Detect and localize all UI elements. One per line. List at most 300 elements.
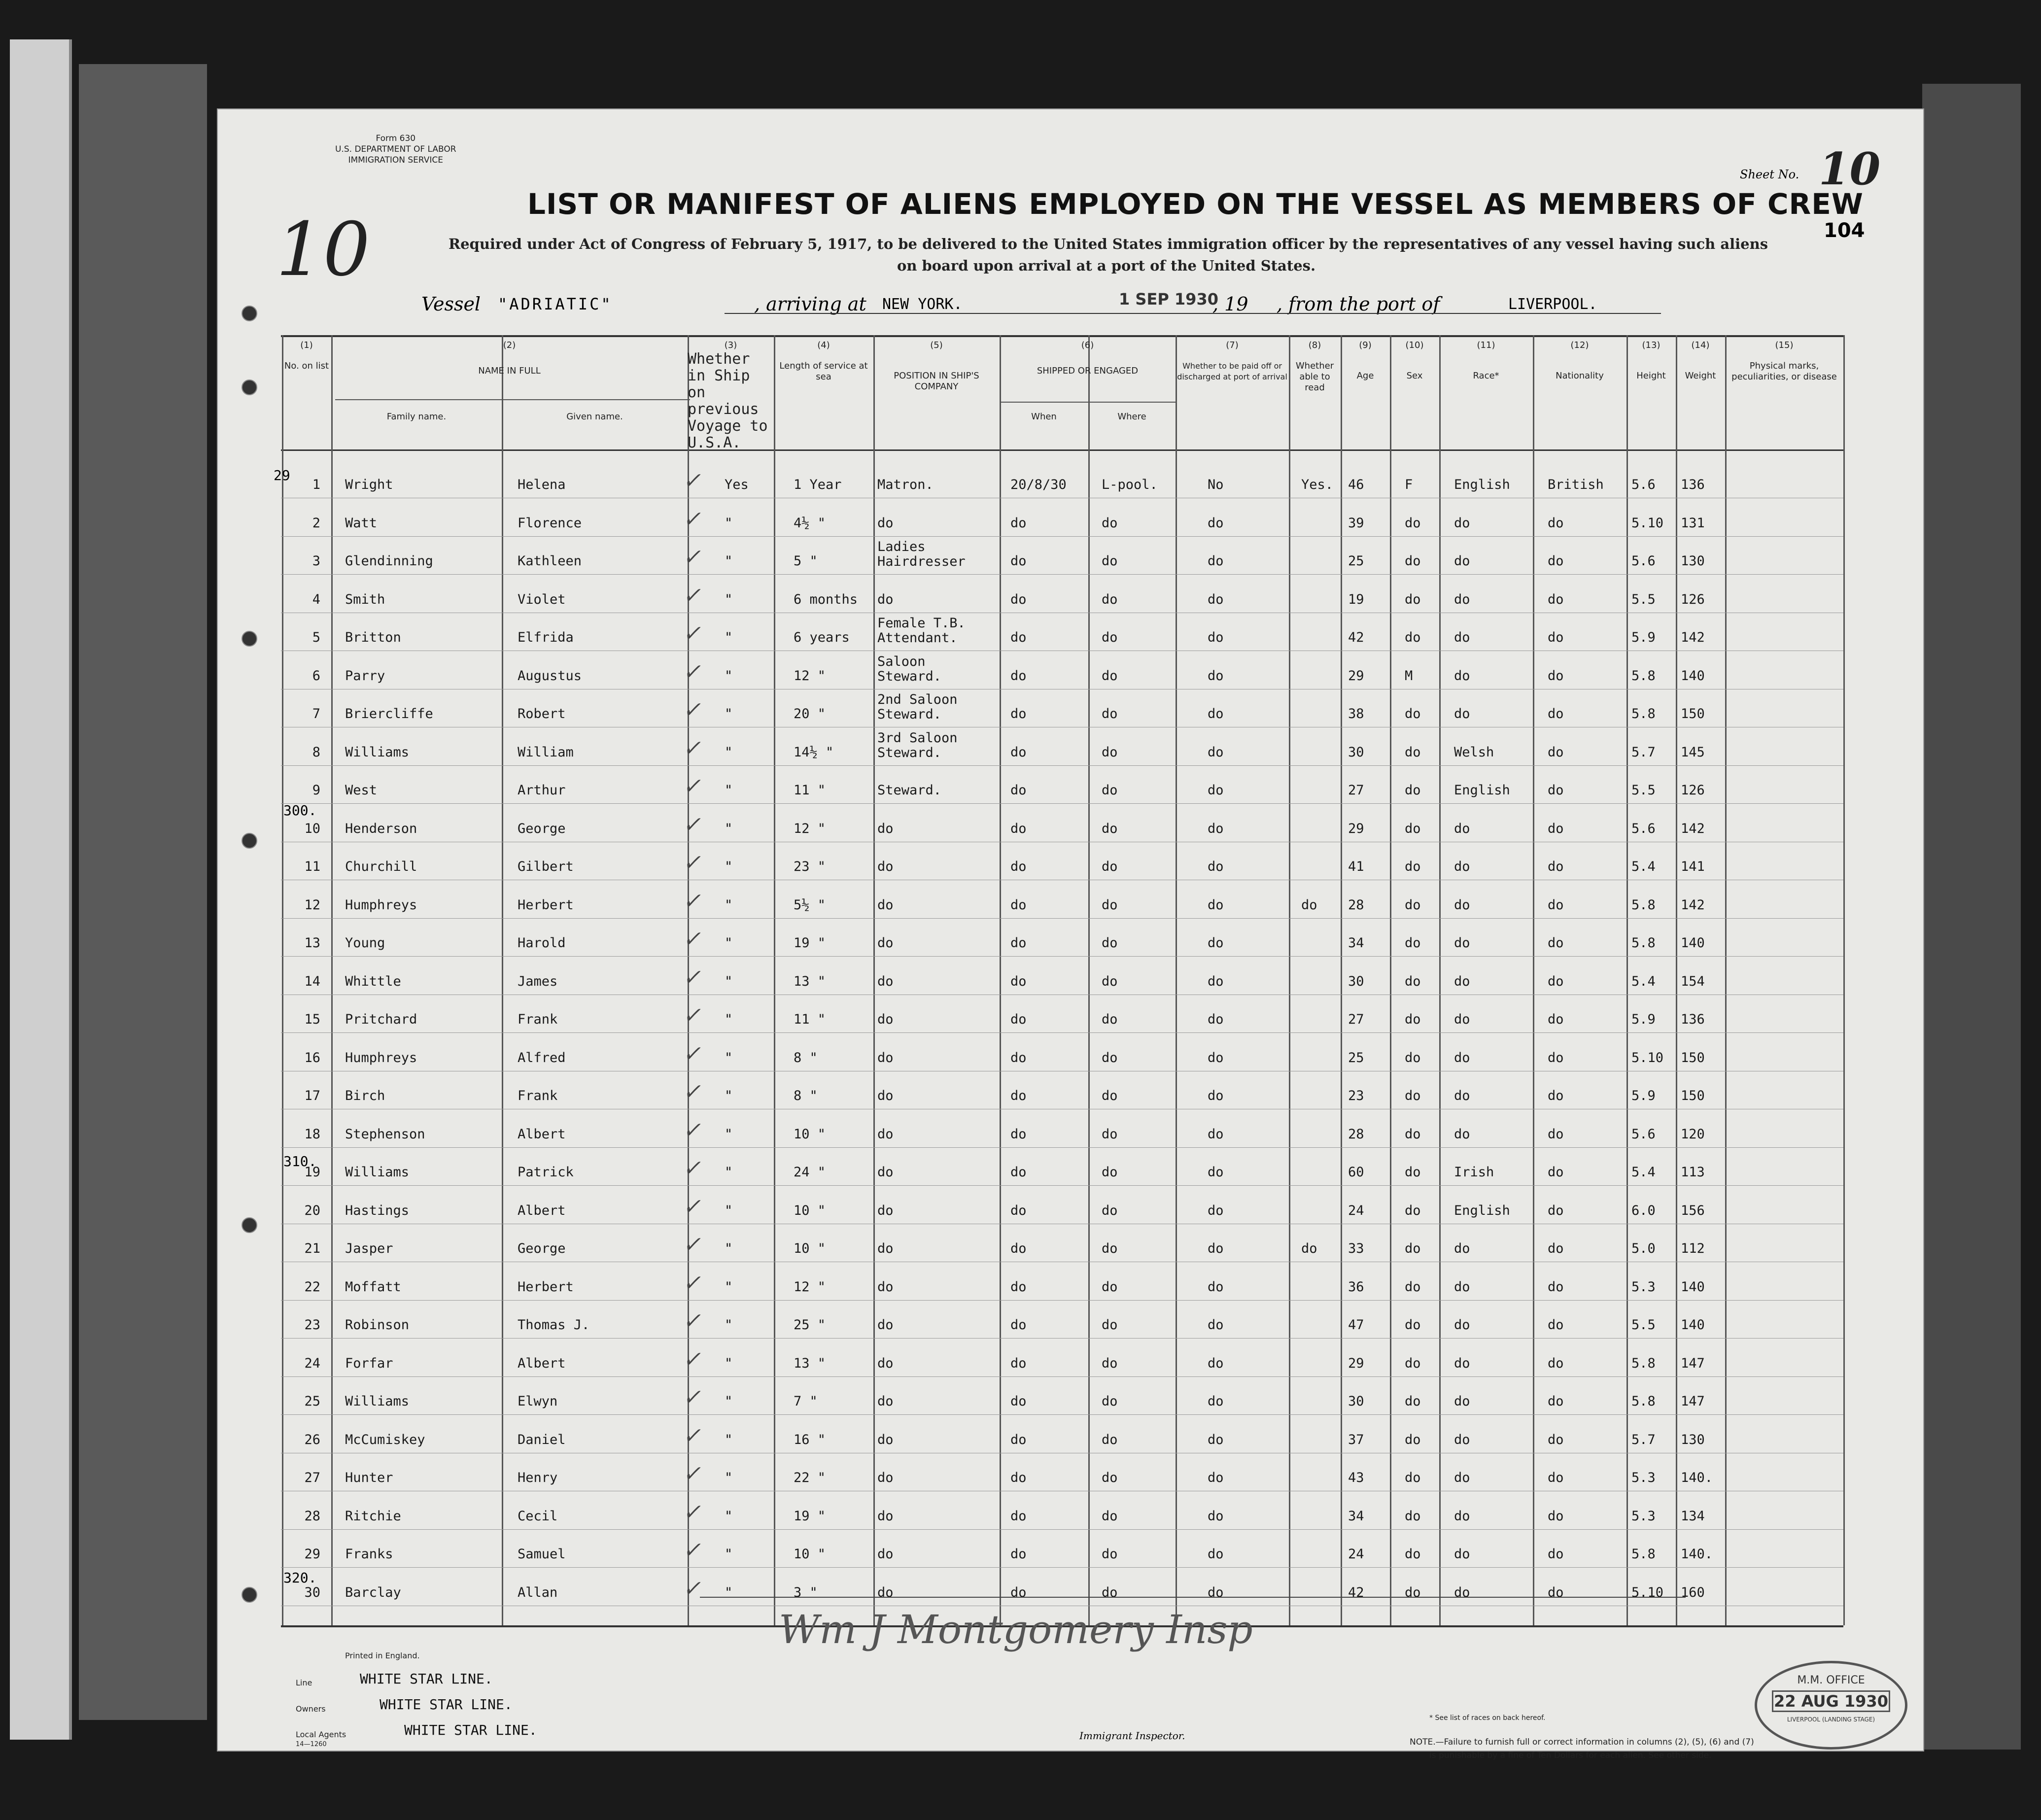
cell-shipped-when: do bbox=[1010, 1508, 1027, 1524]
cell-given-name: George bbox=[518, 1241, 566, 1256]
cell-nationality: do bbox=[1548, 1050, 1564, 1065]
right-page-edge bbox=[1922, 84, 2021, 1750]
inspector-label: Immigrant Inspector. bbox=[1079, 1730, 1185, 1742]
cell-shipped-where: L-pool. bbox=[1102, 477, 1158, 492]
cell-age: 19 bbox=[1348, 591, 1364, 607]
cell-weight: 150 bbox=[1681, 706, 1705, 721]
cell-nationality: do bbox=[1548, 821, 1564, 836]
col-name-header: (2) NAME IN FULL bbox=[478, 340, 541, 376]
cell-service-length: 16 " bbox=[794, 1432, 826, 1447]
sheet-number-label: Sheet No. bbox=[1740, 168, 1799, 181]
cell-shipped-where: do bbox=[1102, 859, 1118, 874]
cell-row-number: 14 bbox=[304, 973, 320, 989]
punch-hole bbox=[242, 379, 257, 395]
check-mark-icon: ✓ bbox=[683, 1538, 701, 1563]
cell-sex: F bbox=[1405, 477, 1413, 492]
cell-service-length: 10 " bbox=[794, 1241, 826, 1256]
row-rule bbox=[281, 918, 1843, 919]
cell-paid-off: do bbox=[1208, 1317, 1224, 1333]
cell-race: do bbox=[1454, 1355, 1470, 1371]
cell-height: 5.9 bbox=[1631, 630, 1656, 645]
cell-shipped-when: do bbox=[1010, 1546, 1027, 1562]
cell-position: do bbox=[877, 591, 894, 607]
cell-family-name: Churchill bbox=[345, 859, 417, 874]
cell-family-name: Young bbox=[345, 935, 385, 951]
cell-height: 5.9 bbox=[1631, 1088, 1656, 1103]
cell-race: do bbox=[1454, 935, 1470, 951]
cell-able-to-read: do bbox=[1301, 897, 1317, 913]
arriving-label: , arriving at bbox=[754, 293, 866, 315]
cell-race: do bbox=[1454, 1470, 1470, 1485]
cell-shipped-where: do bbox=[1102, 1394, 1118, 1409]
punch-hole bbox=[242, 1587, 257, 1603]
cell-previous-voyage: " bbox=[725, 553, 733, 569]
cell-given-name: Helena bbox=[518, 477, 566, 492]
check-mark-icon: ✓ bbox=[683, 1117, 701, 1143]
cell-age: 28 bbox=[1348, 897, 1364, 913]
cell-row-number: 22 bbox=[304, 1279, 320, 1295]
cell-weight: 154 bbox=[1681, 973, 1705, 989]
cell-age: 27 bbox=[1348, 783, 1364, 798]
check-mark-icon: ✓ bbox=[683, 964, 701, 990]
col-position-header: (5) POSITION IN SHIP'S COMPANY bbox=[894, 340, 979, 392]
cell-nationality: do bbox=[1548, 1126, 1564, 1142]
cell-sex: do bbox=[1405, 1050, 1421, 1065]
cell-given-name: Robert bbox=[518, 706, 566, 721]
cell-height: 5.7 bbox=[1631, 1432, 1656, 1447]
cell-nationality: do bbox=[1548, 1470, 1564, 1485]
cell-sex: do bbox=[1405, 1012, 1421, 1027]
cell-height: 5.6 bbox=[1631, 553, 1656, 569]
cell-service-length: 19 " bbox=[794, 935, 826, 951]
cell-shipped-where: do bbox=[1102, 1202, 1118, 1218]
row-rule bbox=[281, 574, 1843, 575]
owners-label: Owners bbox=[296, 1704, 326, 1714]
bottom-rule bbox=[700, 1597, 1686, 1598]
cell-weight: 131 bbox=[1681, 515, 1705, 531]
cell-given-name: Frank bbox=[518, 1012, 558, 1027]
cell-shipped-where: do bbox=[1102, 1584, 1118, 1600]
cell-race: do bbox=[1454, 1050, 1470, 1065]
cell-sex: do bbox=[1405, 1355, 1421, 1371]
cell-position: do bbox=[877, 1546, 894, 1562]
cell-row-number: 16 bbox=[304, 1050, 320, 1065]
cell-previous-voyage: " bbox=[725, 1432, 733, 1447]
cell-row-number: 6 bbox=[312, 668, 320, 684]
handwritten-sheet-number: 10 bbox=[276, 207, 370, 293]
cell-age: 30 bbox=[1348, 744, 1364, 760]
act-subtitle: Required under Act of Congress of February 5, 1917, to be delivered to the United States immigration officer by the representatives of any vessel having such aliens bbox=[449, 236, 1768, 252]
cell-service-length: 11 " bbox=[794, 783, 826, 798]
cell-previous-voyage: " bbox=[725, 1584, 733, 1600]
cell-race: do bbox=[1454, 821, 1470, 836]
cell-weight: 150 bbox=[1681, 1088, 1705, 1103]
cell-previous-voyage: " bbox=[725, 821, 733, 836]
page-title: LIST OR MANIFEST OF ALIENS EMPLOYED ON THE VESSEL AS MEMBERS OF CREW bbox=[527, 187, 1864, 221]
cell-row-number: 26 bbox=[304, 1432, 320, 1447]
cell-row-number: 27 bbox=[304, 1470, 320, 1485]
cell-service-length: 22 " bbox=[794, 1470, 826, 1485]
cell-nationality: do bbox=[1548, 1088, 1564, 1103]
punch-hole bbox=[242, 1217, 257, 1233]
cell-race: do bbox=[1454, 1241, 1470, 1256]
cell-previous-voyage: " bbox=[725, 1394, 733, 1409]
cell-shipped-where: do bbox=[1102, 973, 1118, 989]
cell-race: do bbox=[1454, 859, 1470, 874]
cell-age: 42 bbox=[1348, 1584, 1364, 1600]
col-no-header: (1) No. on list bbox=[284, 340, 329, 371]
cell-shipped-where: do bbox=[1102, 1165, 1118, 1180]
cell-height: 5.4 bbox=[1631, 859, 1656, 874]
cell-race: Welsh bbox=[1454, 744, 1494, 760]
col-weight-header: (14) Weight bbox=[1685, 340, 1716, 381]
cell-previous-voyage: " bbox=[725, 668, 733, 684]
cell-age: 33 bbox=[1348, 1241, 1364, 1256]
cell-weight: 113 bbox=[1681, 1165, 1705, 1180]
cell-previous-voyage: " bbox=[725, 1546, 733, 1562]
cell-shipped-when: do bbox=[1010, 859, 1027, 874]
cell-height: 5.10 bbox=[1631, 1050, 1664, 1065]
cell-nationality: do bbox=[1548, 706, 1564, 721]
cell-weight: 136 bbox=[1681, 1012, 1705, 1027]
check-mark-icon: ✓ bbox=[683, 1194, 701, 1219]
cell-position: do bbox=[877, 1050, 894, 1065]
arrival-date-stamp: 1 SEP 1930 bbox=[1119, 290, 1218, 309]
cell-row-number: 21 bbox=[304, 1241, 320, 1256]
col-read-header: (8) Whether able to read bbox=[1295, 340, 1334, 393]
cell-sex: do bbox=[1405, 859, 1421, 874]
cell-weight: 140 bbox=[1681, 668, 1705, 684]
cell-family-name: Williams bbox=[345, 744, 410, 760]
cell-previous-voyage: " bbox=[725, 1012, 733, 1027]
cell-shipped-where: do bbox=[1102, 668, 1118, 684]
cell-race: English bbox=[1454, 783, 1510, 798]
cell-weight: 145 bbox=[1681, 744, 1705, 760]
cell-age: 38 bbox=[1348, 706, 1364, 721]
cell-weight: 142 bbox=[1681, 897, 1705, 913]
line-value: WHITE STAR LINE. bbox=[360, 1671, 493, 1687]
margin-tally: 320. bbox=[283, 1570, 317, 1586]
cell-service-length: 12 " bbox=[794, 1279, 826, 1295]
cell-race: do bbox=[1454, 1126, 1470, 1142]
cell-sex: M bbox=[1405, 668, 1413, 684]
cell-shipped-when: do bbox=[1010, 1394, 1027, 1409]
cell-nationality: do bbox=[1548, 515, 1564, 531]
cell-position: 2nd Saloon Steward. bbox=[877, 692, 958, 722]
cell-race: English bbox=[1454, 1202, 1510, 1218]
cell-service-length: 10 " bbox=[794, 1202, 826, 1218]
cell-shipped-where: do bbox=[1102, 897, 1118, 913]
cell-service-length: 20 " bbox=[794, 706, 826, 721]
cell-position: do bbox=[877, 973, 894, 989]
cell-weight: 140. bbox=[1681, 1546, 1713, 1562]
cell-paid-off: do bbox=[1208, 859, 1224, 874]
cell-age: 37 bbox=[1348, 1432, 1364, 1447]
departure-port: LIVERPOOL. bbox=[1508, 296, 1597, 313]
cell-previous-voyage: " bbox=[725, 1241, 733, 1256]
cell-age: 39 bbox=[1348, 515, 1364, 531]
cell-previous-voyage: " bbox=[725, 1279, 733, 1295]
owners-value: WHITE STAR LINE. bbox=[380, 1696, 513, 1713]
cell-sex: do bbox=[1405, 1470, 1421, 1485]
cell-position: Saloon Steward. bbox=[877, 653, 942, 684]
stamped-number: 104 bbox=[1824, 219, 1865, 242]
cell-paid-off: do bbox=[1208, 1394, 1224, 1409]
col-where-header: Where bbox=[1117, 412, 1146, 422]
cell-height: 5.3 bbox=[1631, 1508, 1656, 1524]
cell-previous-voyage: " bbox=[725, 859, 733, 874]
cell-position: do bbox=[877, 1202, 894, 1218]
col-given-name-header: Given name. bbox=[566, 412, 623, 422]
cell-shipped-when: do bbox=[1010, 935, 1027, 951]
row-rule bbox=[281, 1338, 1843, 1339]
cell-race: do bbox=[1454, 1012, 1470, 1027]
cell-row-number: 18 bbox=[304, 1126, 320, 1142]
cell-height: 5.8 bbox=[1631, 897, 1656, 913]
check-mark-icon: ✓ bbox=[683, 1156, 701, 1181]
cell-weight: 140 bbox=[1681, 935, 1705, 951]
cell-position: do bbox=[877, 515, 894, 531]
col-physical-marks-header: (15) Physical marks, peculiarities, or disease bbox=[1731, 340, 1837, 382]
cell-shipped-where: do bbox=[1102, 1012, 1118, 1027]
cell-nationality: do bbox=[1548, 1165, 1564, 1180]
cell-shipped-where: do bbox=[1102, 1050, 1118, 1065]
cell-age: 41 bbox=[1348, 859, 1364, 874]
cell-service-length: 7 " bbox=[794, 1394, 818, 1409]
cell-paid-off: do bbox=[1208, 1279, 1224, 1295]
cell-height: 5.3 bbox=[1631, 1279, 1656, 1295]
col-nationality-header: (12) Nationality bbox=[1556, 340, 1604, 381]
cell-family-name: Stephenson bbox=[345, 1126, 425, 1142]
cell-weight: 140 bbox=[1681, 1279, 1705, 1295]
cell-position: do bbox=[877, 1508, 894, 1524]
cell-nationality: do bbox=[1548, 1508, 1564, 1524]
cell-service-length: 8 " bbox=[794, 1050, 818, 1065]
cell-position: Matron. bbox=[877, 477, 934, 492]
races-note: * See list of races on back hereof. bbox=[1429, 1714, 1546, 1722]
cell-age: 30 bbox=[1348, 1394, 1364, 1409]
cell-race: do bbox=[1454, 630, 1470, 645]
cell-weight: 112 bbox=[1681, 1241, 1705, 1256]
cell-given-name: Allan bbox=[518, 1584, 558, 1600]
cell-shipped-where: do bbox=[1102, 744, 1118, 760]
check-mark-icon: ✓ bbox=[683, 621, 701, 646]
cell-sex: do bbox=[1405, 897, 1421, 913]
col-when-header: When bbox=[1031, 412, 1057, 422]
cell-position: do bbox=[877, 821, 894, 836]
cell-nationality: do bbox=[1548, 859, 1564, 874]
cell-height: 5.0 bbox=[1631, 1241, 1656, 1256]
cell-height: 5.8 bbox=[1631, 706, 1656, 721]
cell-previous-voyage: " bbox=[725, 1165, 733, 1180]
cell-paid-off: do bbox=[1208, 668, 1224, 684]
cell-nationality: do bbox=[1548, 1241, 1564, 1256]
cell-shipped-when: do bbox=[1010, 1241, 1027, 1256]
left-page-stack bbox=[10, 39, 72, 1740]
cell-previous-voyage: " bbox=[725, 1470, 733, 1485]
punch-hole bbox=[242, 306, 257, 321]
cell-nationality: do bbox=[1548, 935, 1564, 951]
row-rule bbox=[281, 1032, 1843, 1033]
cell-shipped-where: do bbox=[1102, 1317, 1118, 1333]
cell-able-to-read: do bbox=[1301, 1241, 1317, 1256]
cell-sex: do bbox=[1405, 1508, 1421, 1524]
cell-paid-off: do bbox=[1208, 1241, 1224, 1256]
cell-family-name: Moffatt bbox=[345, 1279, 401, 1295]
cell-previous-voyage: Yes bbox=[725, 477, 749, 492]
cell-service-length: 5½ " bbox=[794, 897, 826, 913]
cell-position: do bbox=[877, 859, 894, 874]
cell-family-name: Parry bbox=[345, 668, 385, 684]
cell-height: 5.6 bbox=[1631, 821, 1656, 836]
cell-paid-off: do bbox=[1208, 1508, 1224, 1524]
cell-sex: do bbox=[1405, 1241, 1421, 1256]
cell-weight: 147 bbox=[1681, 1355, 1705, 1371]
cell-given-name: Violet bbox=[518, 591, 566, 607]
check-mark-icon: ✓ bbox=[683, 506, 701, 532]
cell-paid-off: do bbox=[1208, 1050, 1224, 1065]
cell-sex: do bbox=[1405, 515, 1421, 531]
vessel-label: Vessel bbox=[421, 293, 481, 315]
cell-sex: do bbox=[1405, 1546, 1421, 1562]
cell-shipped-when: do bbox=[1010, 1355, 1027, 1371]
line-label: Line bbox=[296, 1678, 312, 1687]
cell-shipped-when: do bbox=[1010, 668, 1027, 684]
vessel-name: "ADRIATIC" bbox=[498, 295, 613, 313]
cell-row-number: 9 bbox=[312, 783, 320, 798]
cell-height: 5.5 bbox=[1631, 1317, 1656, 1333]
cell-row-number: 13 bbox=[304, 935, 320, 951]
col-paid-off-header: (7) Whether to be paid off or discharged at port of arrival bbox=[1177, 340, 1287, 381]
cell-paid-off: do bbox=[1208, 1546, 1224, 1562]
cell-shipped-where: do bbox=[1102, 515, 1118, 531]
col-race-header: (11) Race* bbox=[1473, 340, 1499, 381]
cell-shipped-when: do bbox=[1010, 821, 1027, 836]
cell-service-length: 6 years bbox=[794, 630, 850, 645]
cell-weight: 126 bbox=[1681, 783, 1705, 798]
check-mark-icon: ✓ bbox=[683, 1079, 701, 1104]
cell-sex: do bbox=[1405, 591, 1421, 607]
cell-service-length: 11 " bbox=[794, 1012, 826, 1027]
cell-shipped-where: do bbox=[1102, 935, 1118, 951]
cell-nationality: do bbox=[1548, 630, 1564, 645]
cell-shipped-when: do bbox=[1010, 897, 1027, 913]
cell-sex: do bbox=[1405, 553, 1421, 569]
cell-weight: 142 bbox=[1681, 821, 1705, 836]
cell-given-name: Albert bbox=[518, 1202, 566, 1218]
cell-shipped-where: do bbox=[1102, 1470, 1118, 1485]
cell-family-name: Watt bbox=[345, 515, 378, 531]
cell-shipped-when: do bbox=[1010, 783, 1027, 798]
cell-age: 36 bbox=[1348, 1279, 1364, 1295]
row-rule bbox=[281, 1414, 1843, 1415]
cell-nationality: do bbox=[1548, 1432, 1564, 1447]
cell-age: 25 bbox=[1348, 1050, 1364, 1065]
cell-given-name: Kathleen bbox=[518, 553, 582, 569]
margin-tally: 310. bbox=[283, 1153, 317, 1169]
col-family-name-header: Family name. bbox=[386, 412, 447, 422]
cell-sex: do bbox=[1405, 1394, 1421, 1409]
check-mark-icon: ✓ bbox=[683, 1003, 701, 1028]
row-rule bbox=[281, 803, 1843, 804]
cell-height: 5.8 bbox=[1631, 1355, 1656, 1371]
cell-paid-off: do bbox=[1208, 1432, 1224, 1447]
check-mark-icon: ✓ bbox=[683, 545, 701, 570]
cell-position: do bbox=[877, 1394, 894, 1409]
table-top-rule bbox=[281, 335, 1843, 337]
cell-previous-voyage: " bbox=[725, 1355, 733, 1371]
cell-paid-off: do bbox=[1208, 1088, 1224, 1103]
cell-position: do bbox=[877, 1012, 894, 1027]
cell-weight: 130 bbox=[1681, 553, 1705, 569]
cell-height: 5.6 bbox=[1631, 477, 1656, 492]
cell-shipped-when: do bbox=[1010, 1317, 1027, 1333]
department-name: U.S. DEPARTMENT OF LABOR bbox=[335, 144, 456, 154]
cell-nationality: do bbox=[1548, 1012, 1564, 1027]
cell-given-name: Samuel bbox=[518, 1546, 566, 1562]
cell-sex: do bbox=[1405, 1317, 1421, 1333]
cell-previous-voyage: " bbox=[725, 1088, 733, 1103]
cell-family-name: Barclay bbox=[345, 1584, 401, 1600]
cell-shipped-when: do bbox=[1010, 553, 1027, 569]
cell-weight: 136 bbox=[1681, 477, 1705, 492]
cell-sex: do bbox=[1405, 744, 1421, 760]
cell-paid-off: do bbox=[1208, 630, 1224, 645]
cell-given-name: Florence bbox=[518, 515, 582, 531]
cell-shipped-where: do bbox=[1102, 821, 1118, 836]
cell-service-length: 8 " bbox=[794, 1088, 818, 1103]
cell-nationality: do bbox=[1548, 783, 1564, 798]
cell-family-name: Henderson bbox=[345, 821, 417, 836]
cell-paid-off: do bbox=[1208, 744, 1224, 760]
cell-age: 24 bbox=[1348, 1546, 1364, 1562]
cell-given-name: Harold bbox=[518, 935, 566, 951]
cell-shipped-where: do bbox=[1102, 1355, 1118, 1371]
cell-height: 5.8 bbox=[1631, 1394, 1656, 1409]
row-rule bbox=[281, 956, 1843, 957]
cell-paid-off: do bbox=[1208, 706, 1224, 721]
row-rule bbox=[281, 1185, 1843, 1186]
cell-paid-off: do bbox=[1208, 591, 1224, 607]
col-height-header: (13) Height bbox=[1636, 340, 1666, 381]
cell-nationality: do bbox=[1548, 591, 1564, 607]
cell-weight: 126 bbox=[1681, 591, 1705, 607]
cell-shipped-where: do bbox=[1102, 1508, 1118, 1524]
cell-shipped-where: do bbox=[1102, 783, 1118, 798]
check-mark-icon: ✓ bbox=[683, 735, 701, 761]
cell-row-number: 20 bbox=[304, 1202, 320, 1218]
cell-paid-off: do bbox=[1208, 1126, 1224, 1142]
cell-family-name: Glendinning bbox=[345, 553, 433, 569]
cell-given-name: Herbert bbox=[518, 1279, 574, 1295]
cell-paid-off: do bbox=[1208, 515, 1224, 531]
cell-given-name: Alfred bbox=[518, 1050, 566, 1065]
from-port-label: , from the port of bbox=[1277, 293, 1440, 315]
cell-sex: do bbox=[1405, 1088, 1421, 1103]
check-mark-icon: ✓ bbox=[683, 697, 701, 722]
cell-race: do bbox=[1454, 706, 1470, 721]
cell-given-name: Herbert bbox=[518, 897, 574, 913]
cell-service-length: 6 months bbox=[794, 591, 858, 607]
cell-row-number: 15 bbox=[304, 1012, 320, 1027]
cell-shipped-when: do bbox=[1010, 1584, 1027, 1600]
act-subtitle-cont: on board upon arrival at a port of the United States. bbox=[897, 257, 1316, 274]
cell-shipped-where: do bbox=[1102, 591, 1118, 607]
cell-height: 5.8 bbox=[1631, 668, 1656, 684]
cell-race: English bbox=[1454, 477, 1510, 492]
cell-height: 5.8 bbox=[1631, 935, 1656, 951]
cell-given-name: Gilbert bbox=[518, 859, 574, 874]
